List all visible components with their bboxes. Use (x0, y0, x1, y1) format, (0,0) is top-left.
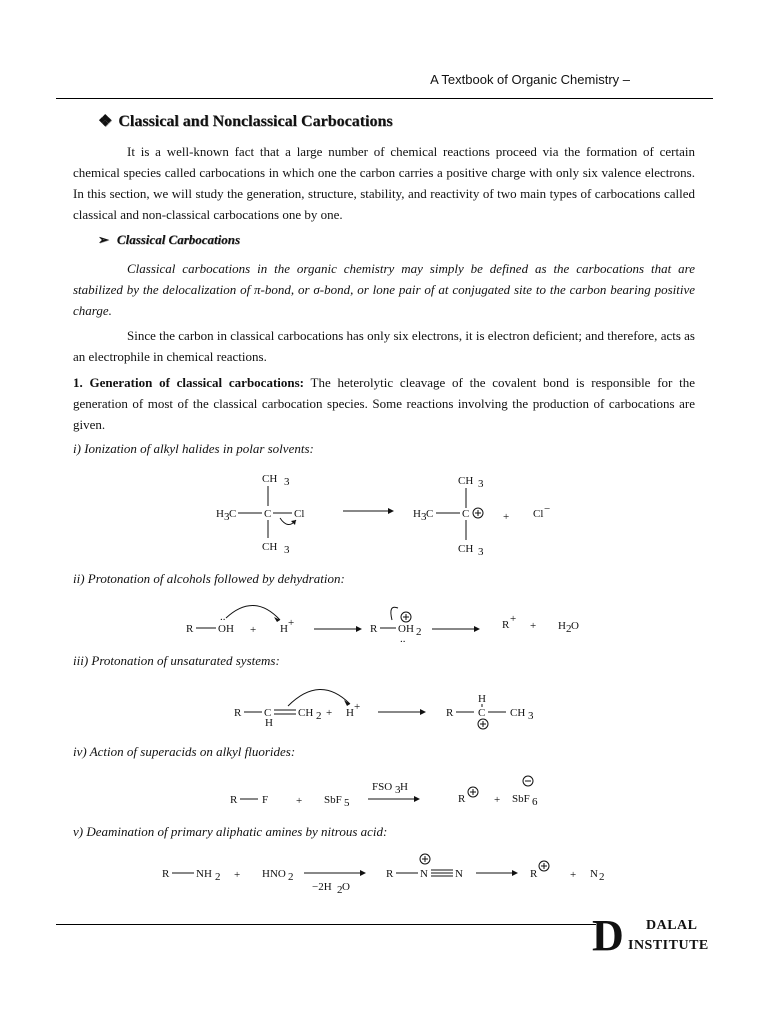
chem-glyph: 3 (284, 544, 290, 556)
r2-h: H (280, 623, 288, 635)
r1-cl: Cl (294, 508, 305, 520)
chem-glyph (512, 870, 518, 876)
r5-nh2: NH (196, 868, 212, 880)
chem-glyph: 3 (395, 784, 401, 796)
r5-n2: N (455, 868, 463, 880)
r5-r-cation: R (530, 868, 538, 880)
chem-glyph: CH (458, 475, 474, 487)
chem-glyph (356, 626, 362, 632)
chem-glyph: 6 (532, 796, 538, 808)
r3-ch2: CH (298, 707, 314, 719)
r4-f: F (262, 794, 269, 806)
chem-glyph: + (354, 701, 361, 713)
r4-plus: + (296, 795, 303, 807)
r2-water: H (558, 620, 566, 632)
chem-glyph (474, 626, 480, 632)
reaction-4-scheme (228, 772, 548, 812)
intro-paragraph: It is a well-known fact that a large number of chemical reactions proceed via the formation of certain chemical species called carbocations in which one the carbon carries a positive charge with only six valence electrons. In this section, we will study the generation, structure, stability, and reactivity of two main types of carbocations called classical and non-classical carbocations one by one. (73, 144, 695, 222)
electrophile-paragraph: Since the carbon in classical carbocations has only six electrons, it is electron deficient; and therefore, acts as an electrophile in chemical reactions. (73, 328, 695, 364)
r5-minus-water: −2H (312, 881, 332, 893)
r4-sbf6: SbF (512, 793, 530, 805)
chem-glyph: 3 (224, 511, 230, 523)
r3-c: C (264, 707, 272, 719)
chem-glyph: 3 (421, 511, 427, 523)
r1-chloride: Cl (533, 508, 544, 520)
r5-r2: R (386, 868, 394, 880)
logo-line-2: INSTITUTE (628, 938, 709, 953)
reaction-5-scheme (160, 850, 620, 898)
chem-glyph: 2 (316, 710, 322, 722)
chem-glyph: 2 (599, 871, 605, 883)
chem-glyph: + (288, 617, 295, 629)
r4-r-cation: R (458, 793, 466, 805)
method-1-label: i) Ionization of alkyl halides in polar solvents: (73, 441, 314, 456)
r2-r-cation: R (502, 619, 510, 631)
chem-glyph: C (462, 508, 470, 520)
r3-plus: + (326, 707, 333, 719)
r5-n2gas: N (590, 868, 598, 880)
r5-hno2: HNO (262, 868, 286, 880)
r2-plus2: + (530, 620, 537, 632)
r5-r: R (162, 868, 170, 880)
generation-heading: 1. Generation of classical carbocations: (73, 375, 305, 390)
chem-glyph: O (571, 620, 579, 632)
r2-oh2: OH (398, 623, 414, 635)
chem-glyph: 2 (416, 626, 422, 638)
chem-glyph (360, 870, 366, 876)
book-header: A Textbook of Organic Chemistry – (430, 72, 630, 87)
chem-glyph: .. (400, 633, 406, 645)
logo-letter: D (592, 911, 624, 960)
chem-glyph: 2 (566, 623, 572, 635)
chem-glyph: CH (458, 543, 474, 555)
r1-h3c: H (216, 508, 224, 520)
chem-glyph: H (413, 508, 421, 520)
r3-r2: R (446, 707, 454, 719)
subsection-title: Classical Carbocations (116, 232, 241, 247)
r5-plus2: + (570, 869, 577, 881)
chem-glyph: 3 (284, 476, 290, 488)
chem-glyph: 5 (344, 797, 350, 809)
r3-r: R (234, 707, 242, 719)
reaction-3-scheme (232, 680, 552, 730)
method-3-label: iii) Protonation of unsaturated systems: (73, 653, 280, 668)
chem-glyph: C (426, 508, 434, 520)
r2-plus: + (250, 624, 257, 636)
r4-plus2: + (494, 794, 501, 806)
chem-glyph (420, 709, 426, 715)
r3-ch3: CH (510, 707, 526, 719)
r3-h2: H (478, 693, 486, 705)
r1-central-c: C (264, 508, 272, 520)
chem-glyph (226, 605, 280, 620)
chem-glyph: O (342, 881, 350, 893)
r4-reagent: FSO (372, 781, 393, 793)
chem-glyph: H (400, 781, 408, 793)
diamond-bullet-icon: ❖ (98, 113, 113, 130)
logo-line-1: DALAL (646, 918, 698, 933)
method-5-label: v) Deamination of primary aliphatic amines by nitrous acid: (73, 824, 388, 839)
method-4-label: iv) Action of superacids on alkyl fluorides: (73, 744, 296, 759)
r3-c2: C (478, 707, 486, 719)
r2-r: R (186, 623, 194, 635)
r5-plus: + (234, 869, 241, 881)
chem-glyph: 3 (528, 710, 534, 722)
subsection-heading (98, 232, 240, 248)
generation-paragraph (73, 372, 695, 435)
header-rule (56, 98, 713, 99)
r1-ch3-top: CH (262, 473, 278, 485)
chem-glyph (388, 508, 394, 514)
chem-glyph: 2 (337, 884, 343, 896)
chem-glyph: 2 (215, 871, 221, 883)
section-title-text: Classical and Nonclassical Carbocations (118, 113, 393, 130)
r3-hplus: H (346, 707, 354, 719)
footer-rule (56, 924, 596, 925)
reaction-2-scheme (184, 598, 604, 644)
chem-glyph (288, 689, 350, 706)
r4-r: R (230, 794, 238, 806)
chem-glyph: 3 (478, 546, 484, 558)
chem-glyph: 2 (288, 871, 294, 883)
definition-paragraph: Classical carbocations in the organic chemistry may simply be defined as the carbocations that are stabilized by the delocalization of π-bond, or σ-bond, or lone pair of at conjugated site to the carbon bearing positive charge. (73, 261, 695, 318)
chem-glyph: R (370, 623, 378, 635)
r4-sbf5: SbF (324, 794, 342, 806)
chem-glyph (414, 796, 420, 802)
chem-glyph: .. (220, 611, 226, 623)
r1-ch3-bottom: CH (262, 541, 278, 553)
method-2-label: ii) Protonation of alcohols followed by dehydration: (73, 571, 345, 586)
chem-glyph: − (544, 503, 551, 515)
r2-oh: OH (218, 623, 234, 635)
r1-plus: + (503, 511, 510, 523)
chem-glyph: 3 (478, 478, 484, 490)
chem-glyph: C (229, 508, 237, 520)
chem-glyph: + (510, 613, 517, 625)
chem-glyph (391, 607, 398, 620)
generation-text: The heterolytic cleavage of the covalent bond is responsible for the generation of most of the classical carbocation species. Some reactions involving the production of carbocations are given. (73, 375, 695, 432)
r3-h: H (265, 717, 273, 729)
arrow-bullet-icon: ➢ (98, 232, 109, 247)
reaction-1-scheme (200, 468, 570, 560)
r5-n1: N (420, 868, 428, 880)
section-title (98, 111, 393, 131)
